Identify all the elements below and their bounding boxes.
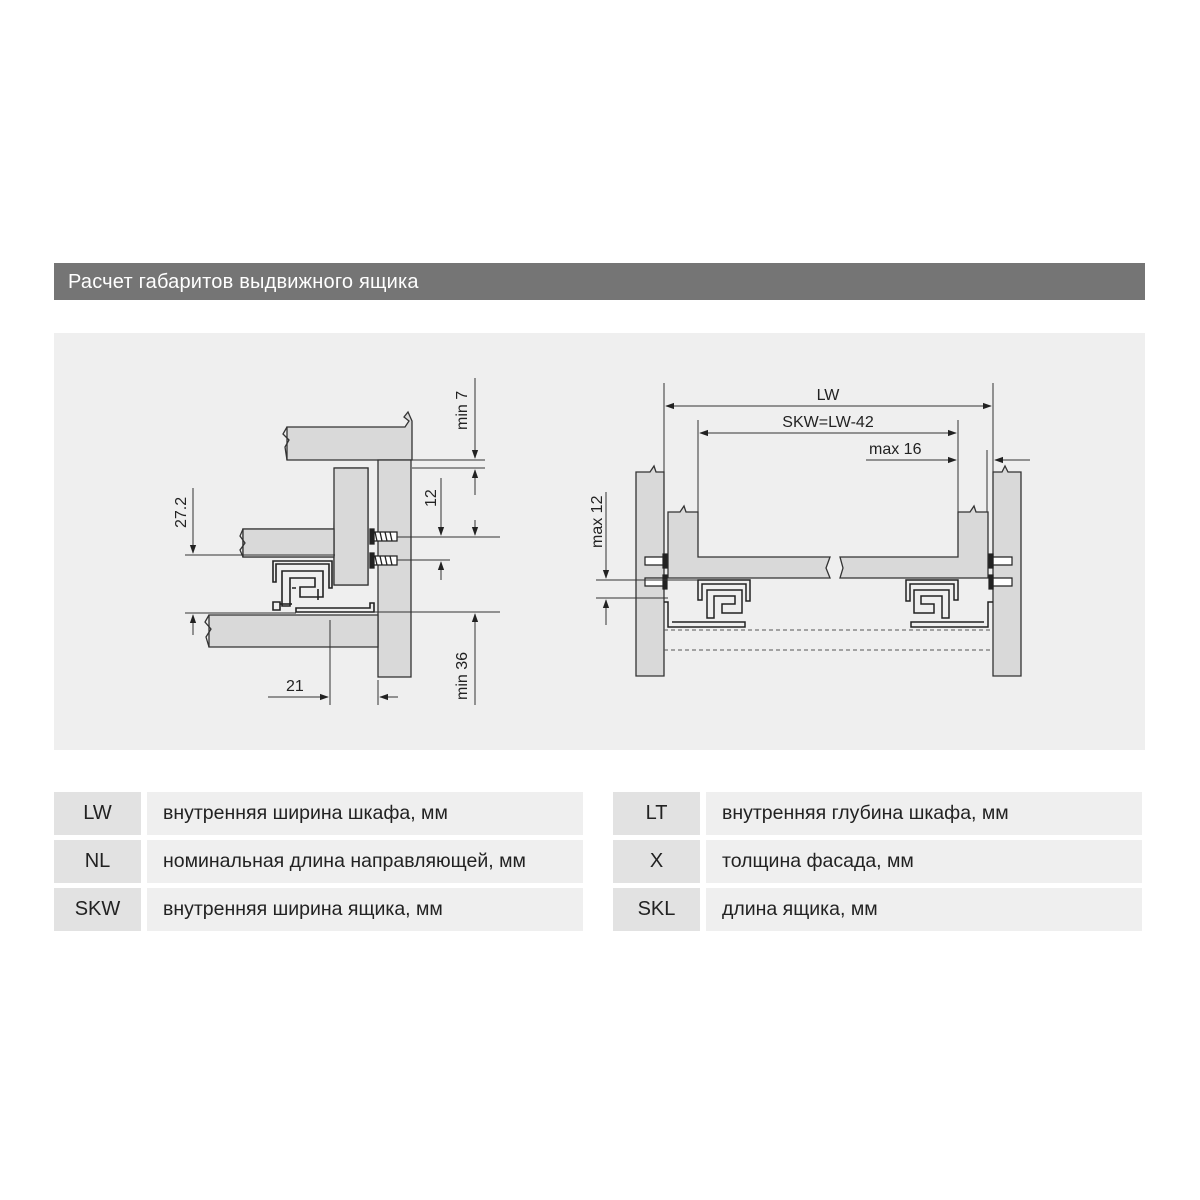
top-board (287, 412, 412, 460)
label-max16: max 16 (869, 441, 922, 458)
drawer-bottom (243, 529, 334, 557)
bottom-board (209, 615, 378, 647)
dashed-lines (664, 630, 993, 650)
legend-desc: длина ящика, мм (706, 888, 1142, 931)
legend-row (613, 840, 1142, 883)
legend-code: X (613, 840, 700, 883)
label-dim27: 27.2 (173, 496, 190, 528)
legend-desc: номинальная длина направляющей, мм (147, 840, 583, 883)
right-detail (636, 466, 1021, 676)
legend-row (54, 792, 583, 835)
legend-desc: толщина фасада, мм (706, 840, 1142, 883)
legend-desc: внутренняя ширина шкафа, мм (147, 792, 583, 835)
drawer-side-wall (334, 468, 368, 585)
cabinet-left-wall (636, 466, 664, 676)
left-detail (205, 412, 412, 677)
runner-left (664, 580, 750, 627)
legend-row (54, 888, 583, 931)
legend-code: SKW (54, 888, 141, 931)
page-title: Расчет габаритов выдвижного ящика (68, 271, 419, 293)
diagram-panel (54, 333, 1145, 750)
header-bar (54, 263, 1145, 300)
label-dim12: 12 (423, 489, 440, 507)
legend-desc: внутренняя глубина шкафа, мм (706, 792, 1142, 835)
label-min36: min 36 (454, 651, 471, 700)
runner-right (906, 580, 993, 627)
legend-code: LT (613, 792, 700, 835)
label-max12: max 12 (589, 495, 606, 548)
legend-row (54, 840, 583, 883)
legend-desc: внутренняя ширина ящика, мм (147, 888, 583, 931)
drawer-dimension-diagram (54, 333, 1145, 750)
legend-code: NL (54, 840, 141, 883)
legend-row (613, 888, 1142, 931)
cabinet-side-wall (378, 460, 411, 677)
legend-left (54, 792, 583, 936)
label-min7: min 7 (454, 390, 471, 430)
legend-right (613, 792, 1142, 936)
legend-code: LW (54, 792, 141, 835)
drawer-right-side (840, 506, 988, 578)
legend-code: SKL (613, 888, 700, 931)
cabinet-right-wall (993, 466, 1021, 676)
drawer-left-side (668, 506, 830, 578)
label-lw: LW (816, 387, 840, 404)
legend-row (613, 792, 1142, 835)
label-skw: SKW=LW-42 (782, 414, 874, 431)
label-dim21: 21 (286, 678, 304, 695)
